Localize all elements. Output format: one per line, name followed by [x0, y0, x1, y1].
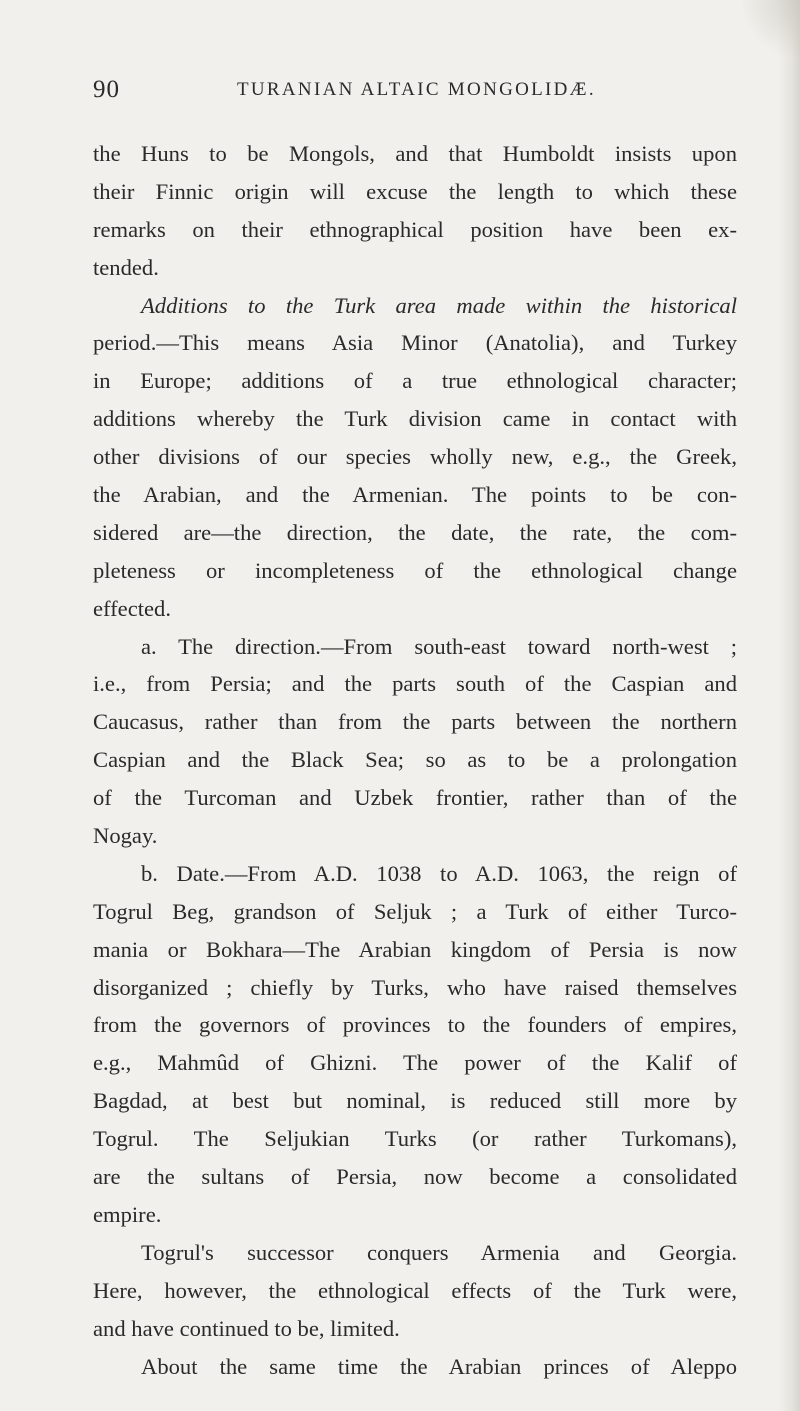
- text-line: the Huns to be Mongols, and that Humboldt insists upon: [93, 141, 737, 166]
- text-line: are the sultans of Persia, now become a consolidated: [93, 1164, 737, 1190]
- text-line: Togrul Beg, grandson of Seljuk ; a Turk of either Turco-: [93, 898, 737, 924]
- text-line: b. Date.—From A.D. 1038 to A.D. 1063, the reign of: [141, 860, 737, 886]
- text-line: i.e., from Persia; and the parts south of the Caspian and: [93, 671, 737, 697]
- page-number: 90: [93, 76, 120, 103]
- text-line: other divisions of our species wholly new, e.g., the Greek,: [93, 444, 737, 470]
- text-line: Togrul. The Seljukian Turks (or rather Turkomans),: [93, 1126, 737, 1152]
- text-line: a. The direction.—From south-east toward north-west ;: [141, 633, 737, 659]
- text-line: from the governors of provinces to the founders of empires,: [93, 1012, 737, 1038]
- text-line: mania or Bokhara—The Arabian kingdom of Persia is now: [93, 936, 737, 962]
- body-text: [93, 135, 737, 1385]
- running-head: TURANIAN ALTAIC MONGOLIDÆ.: [237, 79, 596, 100]
- text-line: empire.: [93, 1201, 162, 1227]
- text-line: Additions to the Turk area made within the historical: [141, 292, 737, 318]
- text-line: e.g., Mahmûd of Ghizni. The power of the Kalif of: [93, 1050, 737, 1076]
- text-line: Togrul's successor conquers Armenia and Georgia.: [141, 1239, 737, 1265]
- text-line: Nogay.: [93, 823, 158, 849]
- text-line: effected.: [93, 595, 171, 621]
- text-line: tended.: [93, 254, 159, 280]
- text-line: pleteness or incompleteness of the ethnological change: [93, 557, 737, 583]
- text-line: Here, however, the ethnological effects of the Turk were,: [93, 1277, 737, 1303]
- text-line: their Finnic origin will excuse the length to which these: [93, 178, 737, 204]
- text-line: Bagdad, at best but nominal, is reduced still more by: [93, 1088, 737, 1114]
- text-line: additions whereby the Turk division came in contact with: [93, 406, 737, 432]
- page-corner-shadow: [740, 0, 800, 60]
- text-line: Caspian and the Black Sea; so as to be a prolongation: [93, 747, 737, 773]
- text-line: and have continued to be, limited.: [93, 1315, 400, 1341]
- text-line: the Arabian, and the Armenian. The points to be con-: [93, 482, 737, 508]
- text-line: remarks on their ethnographical position have been ex-: [93, 216, 737, 242]
- text-line: of the Turcoman and Uzbek frontier, rather than of the: [93, 785, 737, 811]
- text-line: About the same time the Arabian princes of Aleppo: [141, 1353, 737, 1379]
- text-line: Caucasus, rather than from the parts between the northern: [93, 709, 737, 735]
- page-header: [93, 76, 733, 110]
- text-line: disorganized ; chiefly by Turks, who have raised themselves: [93, 974, 737, 1000]
- text-line: period.—This means Asia Minor (Anatolia), and Turkey: [93, 330, 737, 356]
- page-edge-shadow: [778, 0, 800, 1411]
- text-line: in Europe; additions of a true ethnological character;: [93, 368, 737, 394]
- text-line: sidered are—the direction, the date, the rate, the com-: [93, 519, 737, 545]
